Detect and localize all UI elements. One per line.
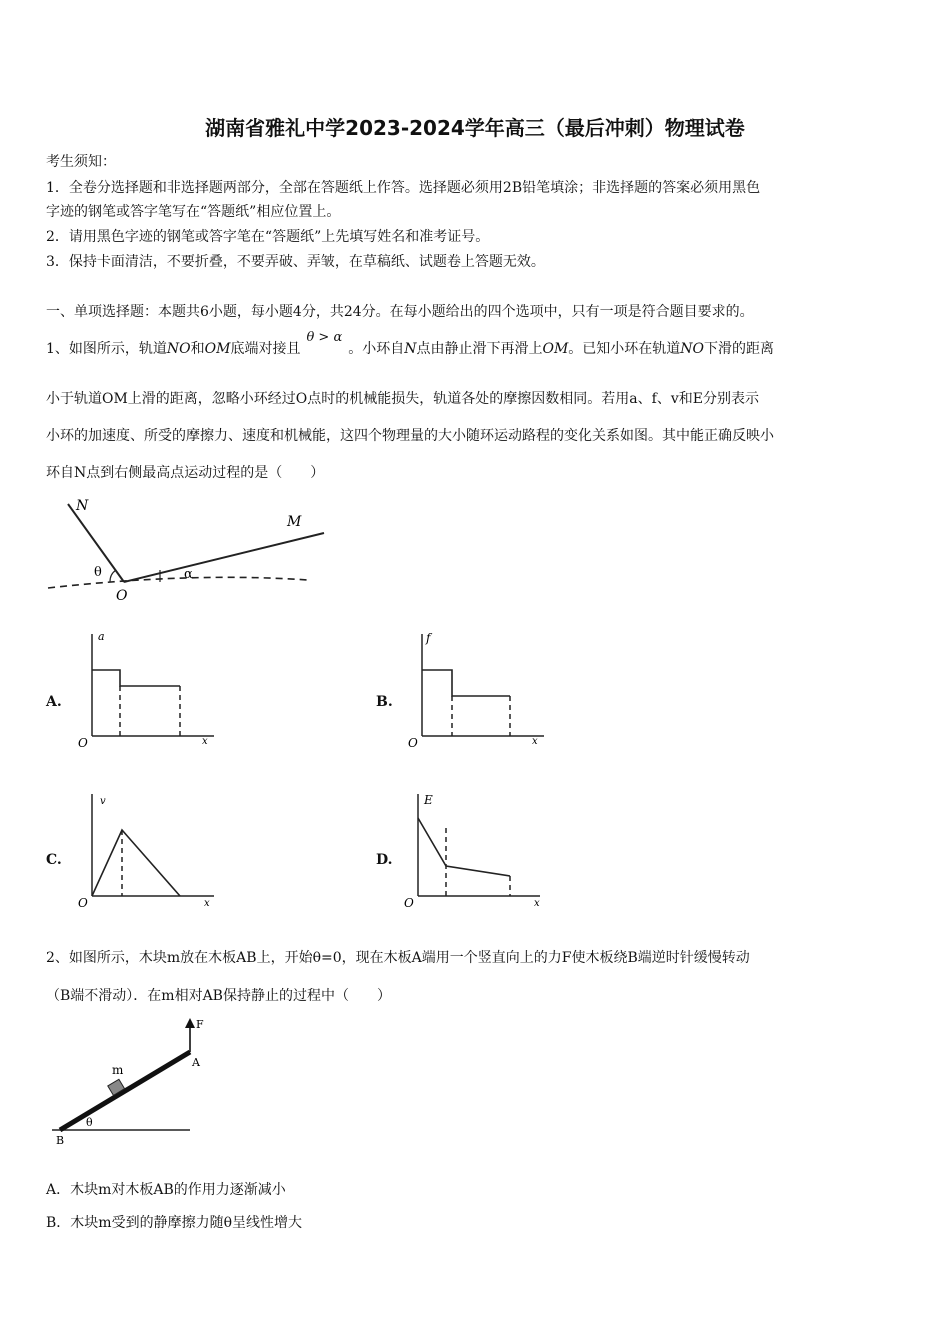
- origin-label: O: [404, 896, 414, 910]
- q1-stem-line1: [46, 330, 775, 360]
- ground-dashed-line: [48, 577, 308, 588]
- notice-item: 1．全卷分选择题和非选择题两部分，全部在答题纸上作答。选择题必须用2B铅笔填涂；非选择题的答案必须用黑色: [46, 180, 761, 196]
- graph-curve: [92, 830, 180, 896]
- label-F: F: [196, 1018, 204, 1031]
- label-O: O: [116, 588, 128, 604]
- board-ab: [60, 1052, 190, 1130]
- section-heading: 一、单项选择题：本题共6小题，每小题4分，共24分。在每小题给出的四个选项中，只有一项是符合题目要求的。: [46, 304, 754, 320]
- q1-var: N: [404, 341, 417, 357]
- q1-text: 。已知小环在轨道: [568, 341, 681, 357]
- page-title: 湖南省雅礼中学2023-2024学年高三（最后冲刺）物理试卷: [205, 116, 745, 140]
- q2-option-a[interactable]: A．木块m对木板AB的作用力逐渐减小: [46, 1182, 286, 1198]
- graph-curve: [422, 670, 510, 696]
- q1-var: NO: [166, 341, 191, 357]
- q1-text: 1、如图所示，轨道: [46, 341, 167, 357]
- graph-curve: [418, 818, 510, 876]
- notice-heading: 考生须知：: [46, 154, 116, 170]
- q1-var: NO: [680, 341, 705, 357]
- notice-item: 3．保持卡面清洁，不要折叠，不要弄破、弄皱，在草稿纸、试题卷上答题无效。: [46, 254, 545, 270]
- q2-option-b[interactable]: B．木块m受到的静摩擦力随θ呈线性增大: [46, 1215, 302, 1231]
- q1-text: 下滑的距离: [704, 341, 775, 357]
- q1-condition: θ > α: [306, 330, 343, 345]
- graph-curve: [92, 670, 180, 686]
- label-theta: θ: [94, 565, 102, 580]
- q1-track-figure: [40, 492, 340, 604]
- force-arrowhead: [185, 1018, 195, 1028]
- origin-label: O: [408, 736, 418, 750]
- q2-stem-line1: 2、如图所示，木块m放在木板AB上，开始θ=0，现在木板A端用一个竖直向上的力F使木板绕B端逆时针缓慢转动: [46, 950, 750, 966]
- angle-theta-arc: [110, 570, 116, 582]
- option-b-graph[interactable]: [404, 628, 554, 750]
- x-axis-label: x: [532, 736, 538, 747]
- q1-stem-line2: 小于轨道OM上滑的距离，忽略小环经过O点时的机械能损失，轨道各处的摩擦因数相同。若用a、f、v和E分别表示: [46, 391, 759, 407]
- label-M: M: [287, 514, 302, 530]
- option-a-label[interactable]: A.: [46, 694, 62, 710]
- q2-board-figure: [44, 1016, 214, 1146]
- q2-stem-line2: （B端不滑动）．在m相对AB保持静止的过程中（ ）: [46, 988, 391, 1004]
- y-axis-label: f: [426, 631, 431, 645]
- option-a-graph[interactable]: [74, 628, 224, 750]
- notice-item: 2．请用黑色字迹的钢笔或答字笔在“答题纸”上先填写姓名和准考证号。: [46, 229, 490, 245]
- q1-text: 底端对接且: [230, 341, 301, 357]
- origin-label: O: [78, 896, 88, 910]
- y-axis-label: v: [100, 796, 106, 807]
- q1-text: 和: [190, 341, 205, 357]
- option-d-graph[interactable]: [400, 788, 550, 912]
- y-axis-label: E: [424, 793, 433, 807]
- q1-text: 。小环自: [348, 341, 405, 357]
- label-alpha: α: [184, 567, 193, 582]
- option-c-graph[interactable]: [74, 788, 224, 912]
- origin-label: O: [78, 736, 88, 750]
- x-axis-label: x: [204, 898, 210, 909]
- q1-stem-line4: 环自N点到右侧最高点运动过程的是（ ）: [46, 465, 325, 481]
- notice-item: 字迹的钢笔或答字笔写在“答题纸”相应位置上。: [46, 204, 341, 220]
- label-m: m: [112, 1063, 124, 1077]
- q1-stem-line3: 小环的加速度、所受的摩擦力、速度和机械能，这四个物理量的大小随环运动路程的变化关系如图。其中能正确反映小: [46, 428, 774, 444]
- label-B: B: [56, 1134, 65, 1146]
- x-axis-label: x: [202, 736, 208, 747]
- track-om: [124, 533, 324, 582]
- q1-text: 点由静止滑下再滑上: [416, 341, 543, 357]
- x-axis-label: x: [534, 898, 540, 909]
- y-axis-label: a: [98, 630, 105, 643]
- q1-var: OM: [542, 341, 569, 357]
- q1-var: OM: [204, 341, 231, 357]
- option-c-label[interactable]: C.: [46, 852, 62, 868]
- label-A: A: [192, 1056, 200, 1069]
- option-b-label[interactable]: B.: [376, 694, 393, 710]
- label-N: N: [76, 498, 89, 514]
- option-d-label[interactable]: D.: [376, 852, 393, 868]
- label-theta: θ: [86, 1116, 93, 1129]
